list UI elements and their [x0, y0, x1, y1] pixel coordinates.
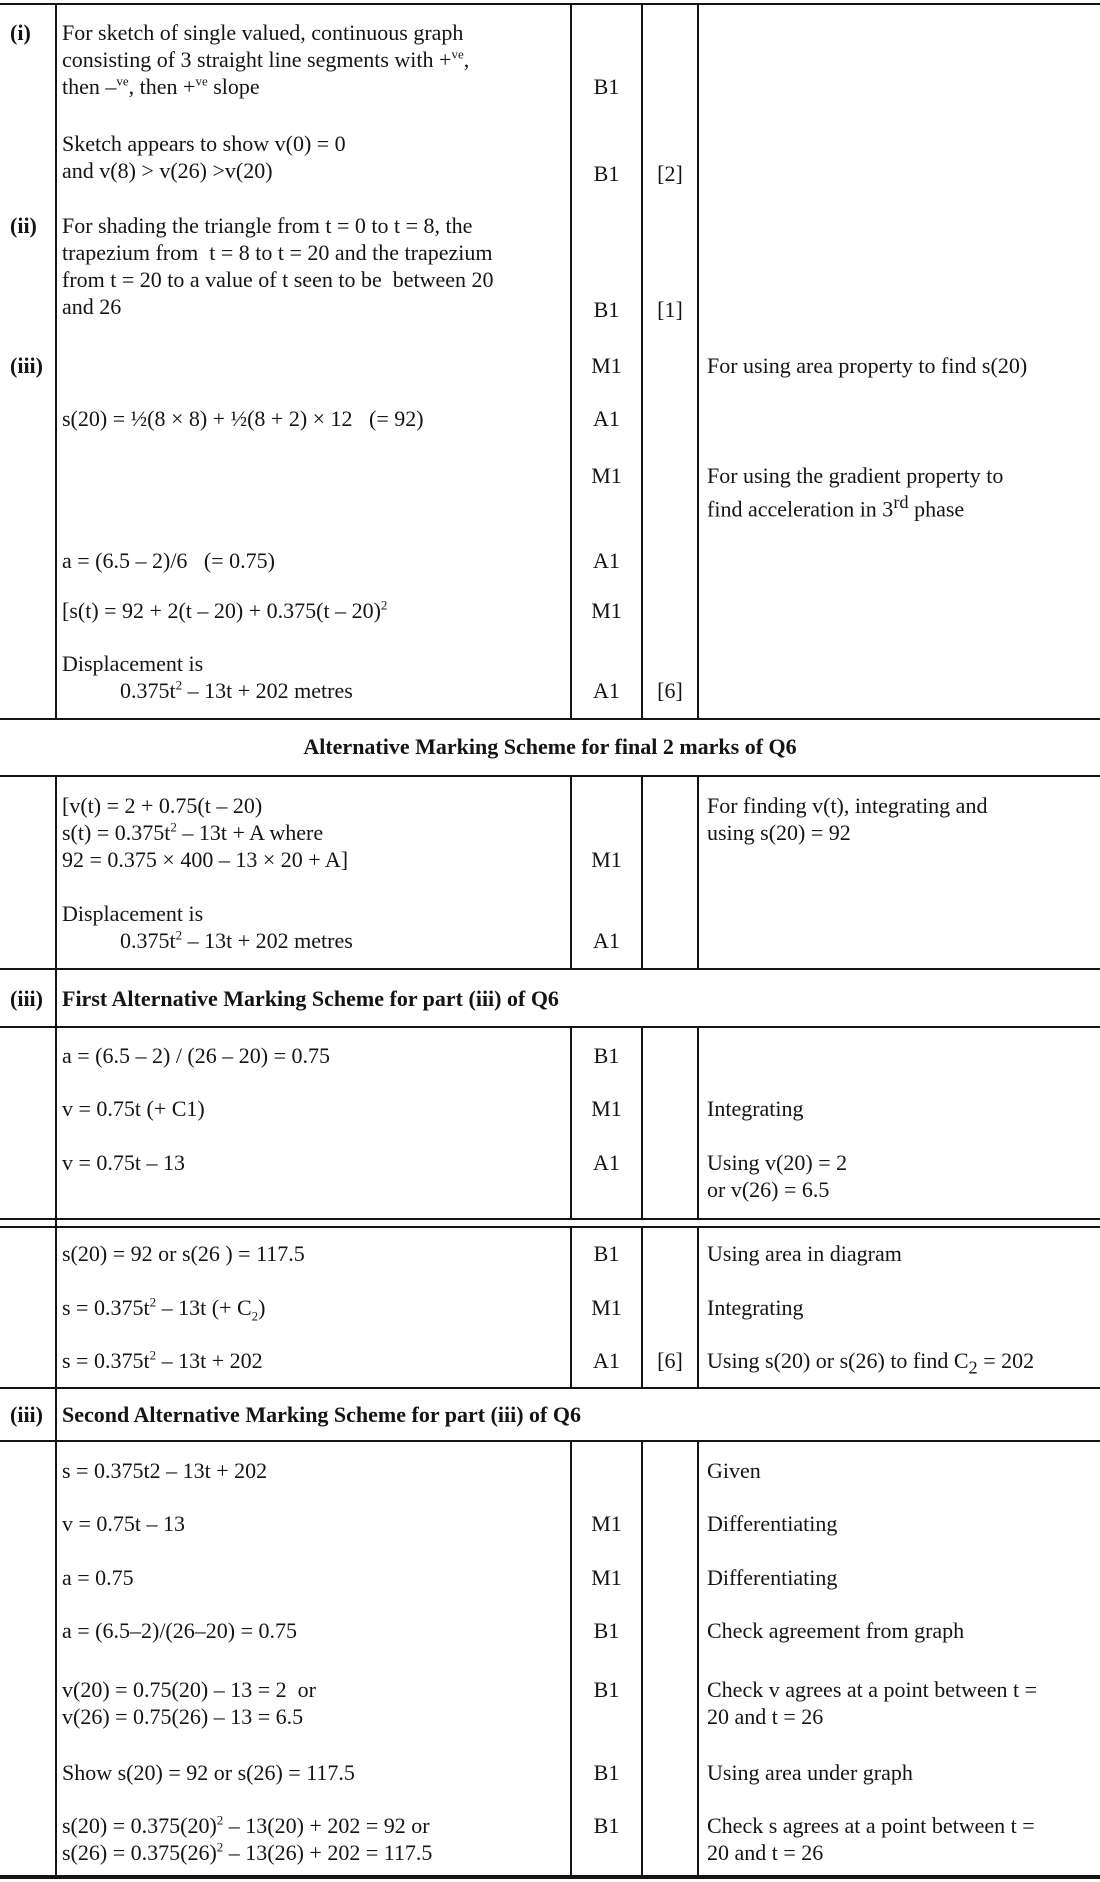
- part-label: (ii): [10, 213, 37, 238]
- scheme-line: and 26: [62, 294, 122, 319]
- scheme-line: $0.375t^2 - 13t + 202$ metres: [120, 677, 353, 703]
- mark-code: A1: [593, 1150, 620, 1175]
- comment-line: Using area in diagram: [707, 1241, 902, 1266]
- row-divider: [0, 775, 1100, 777]
- scheme-line: For shading the triangle from t = 0 to t = 8, the: [62, 213, 473, 238]
- scheme-line: s = 0.375t2 – 13t + 202: [62, 1458, 268, 1483]
- row-divider: [0, 1026, 1100, 1028]
- column-divider: [641, 775, 643, 968]
- column-divider: [641, 1440, 643, 1875]
- part-label: (i): [10, 20, 31, 45]
- section-title: Alternative Marking Scheme for final 2 marks of Q6: [303, 734, 797, 759]
- comment-line: Differentiating: [707, 1565, 838, 1590]
- row-divider: [0, 968, 1100, 970]
- scheme-line: Sketch appears to show v(0) = 0: [62, 131, 346, 156]
- column-divider: [55, 3, 57, 718]
- mark-code: B1: [593, 161, 620, 186]
- mark-code: B1: [593, 1618, 620, 1643]
- comment-line: 20 and t = 26: [707, 1704, 824, 1729]
- column-divider: [55, 775, 57, 1875]
- scheme-line: v = 0.75t – 13: [62, 1150, 186, 1175]
- mark-code: B1: [593, 1813, 620, 1838]
- column-divider: [697, 1226, 699, 1387]
- part-label: (iii): [10, 353, 43, 378]
- scheme-line: $0.375t^2 - 13t + 202$ metres: [120, 927, 353, 953]
- comment-line: find acceleration in 3rd phase: [707, 492, 965, 522]
- comment-line: Using v(20) = 2: [707, 1150, 848, 1175]
- scheme-line: $s(26) = 0.375(26)^2 - 13(26) + 202 = 117.5$: [62, 1839, 433, 1865]
- scheme-line: 92 = 0.375 × 400 – 13 × 20 + A]: [62, 847, 349, 872]
- column-divider: [697, 3, 699, 718]
- scheme-line: Displacement is: [62, 651, 204, 676]
- mark-code: M1: [591, 1295, 622, 1320]
- mark-code: A1: [593, 678, 620, 703]
- column-divider: [641, 1026, 643, 1218]
- column-divider: [697, 775, 699, 968]
- scheme-line: Show s(20) = 92 or s(26) = 117.5: [62, 1760, 355, 1785]
- mark-code: A1: [593, 1348, 620, 1373]
- row-divider: [0, 1387, 1100, 1389]
- comment-line: Using area under graph: [707, 1760, 913, 1785]
- mark-code: B1: [593, 297, 620, 322]
- comment-line: Using s(20) or s(26) to find $C_2 = 202$: [707, 1348, 1035, 1378]
- table-bottom-border: [0, 1875, 1100, 1879]
- mark-code: M1: [591, 463, 622, 488]
- scheme-line: and v(8) > v(26) >v(20): [62, 158, 273, 183]
- mark-code: B1: [593, 1760, 620, 1785]
- scheme-line: consisting of 3 straight line segments with +$^{ve}$,: [62, 46, 470, 72]
- column-divider: [641, 3, 643, 718]
- scheme-line: a = (6.5–2)/(26–20) = 0.75: [62, 1618, 297, 1643]
- comment-line: Check agreement from graph: [707, 1618, 965, 1643]
- scheme-line: s(20) = ½(8 × 8) + ½(8 + 2) × 12 (= 92): [62, 406, 424, 431]
- total-mark: [6]: [657, 1348, 683, 1373]
- comment-line: Check s agrees at a point between t =: [707, 1813, 1035, 1838]
- scheme-line: a = (6.5 – 2) / (26 – 20) = 0.75: [62, 1043, 330, 1068]
- scheme-line: s(20) = 92 or s(26 ) = 117.5: [62, 1241, 305, 1266]
- row-divider: [0, 718, 1100, 720]
- scheme-line: v = 0.75t (+ C1): [62, 1096, 205, 1121]
- column-divider: [697, 1026, 699, 1218]
- scheme-line: trapezium from t = 8 to t = 20 and the trapezium: [62, 240, 493, 265]
- comment-line: Differentiating: [707, 1511, 838, 1536]
- comment-line: For finding v(t), integrating and: [707, 793, 988, 818]
- mark-code: M1: [591, 353, 622, 378]
- scheme-line: v = 0.75t – 13: [62, 1511, 186, 1536]
- section-title: Second Alternative Marking Scheme for part (iii) of Q6: [62, 1402, 581, 1427]
- mark-code: B1: [593, 1677, 620, 1702]
- part-label: (iii): [10, 1402, 43, 1427]
- scheme-line: $s = 0.375t^2 - 13t$ (+ $C_2$): [62, 1294, 266, 1324]
- column-divider: [697, 1440, 699, 1875]
- comment-line: For using area property to find s(20): [707, 353, 1028, 378]
- scheme-line: [s(t) = 92 + 2(t – 20) + 0.375(t – 20)$^2$: [62, 597, 388, 623]
- scheme-line: $s(20) = 0.375(20)^2 - 13(20) + 202 = 92$ or: [62, 1812, 430, 1838]
- scheme-line: $s(t) = 0.375t^2 - 13t + A$ where: [62, 819, 324, 845]
- row-divider: [0, 3, 1100, 5]
- total-mark: [6]: [657, 678, 683, 703]
- scheme-line: a = (6.5 – 2)/6 (= 0.75): [62, 548, 275, 573]
- mark-code: B1: [593, 1043, 620, 1068]
- scheme-line: a = 0.75: [62, 1565, 134, 1590]
- total-mark: [2]: [657, 161, 683, 186]
- mark-code: B1: [593, 1241, 620, 1266]
- comment-line: Integrating: [707, 1096, 804, 1121]
- mark-code: A1: [593, 928, 620, 953]
- scheme-line: v(26) = 0.75(26) – 13 = 6.5: [62, 1704, 304, 1729]
- comment-line: Check v agrees at a point between t =: [707, 1677, 1038, 1702]
- mark-code: M1: [591, 598, 622, 623]
- scheme-line: [v(t) = 2 + 0.75(t – 20): [62, 793, 263, 818]
- row-divider-double-top: [0, 1218, 1100, 1220]
- mark-code: M1: [591, 1511, 622, 1536]
- scheme-line: then –$^{ve}$, then +$^{ve}$ slope: [62, 73, 260, 99]
- row-divider: [0, 1440, 1100, 1442]
- mark-code: M1: [591, 1565, 622, 1590]
- scheme-line: Displacement is: [62, 901, 204, 926]
- mark-code: A1: [593, 406, 620, 431]
- comment-line: or v(26) = 6.5: [707, 1177, 830, 1202]
- mark-code: M1: [591, 847, 622, 872]
- part-label: (iii): [10, 986, 43, 1011]
- total-mark: [1]: [657, 297, 683, 322]
- section-title: First Alternative Marking Scheme for part (iii) of Q6: [62, 986, 559, 1011]
- row-divider-double-bottom: [0, 1226, 1100, 1228]
- mark-code: B1: [593, 74, 620, 99]
- mark-code: A1: [593, 548, 620, 573]
- comment-line: For using the gradient property to: [707, 463, 1004, 488]
- scheme-line: $s = 0.375t^2 - 13t + 202$: [62, 1347, 263, 1373]
- comment-line: using s(20) = 92: [707, 820, 851, 845]
- mark-code: M1: [591, 1096, 622, 1121]
- scheme-line: v(20) = 0.75(20) – 13 = 2 or: [62, 1677, 316, 1702]
- comment-line: 20 and t = 26: [707, 1840, 824, 1865]
- comment-line: Integrating: [707, 1295, 804, 1320]
- scheme-line: from t = 20 to a value of t seen to be between 20: [62, 267, 494, 292]
- comment-line: Given: [707, 1458, 761, 1483]
- scheme-line: For sketch of single valued, continuous graph: [62, 20, 464, 45]
- column-divider: [570, 1440, 572, 1875]
